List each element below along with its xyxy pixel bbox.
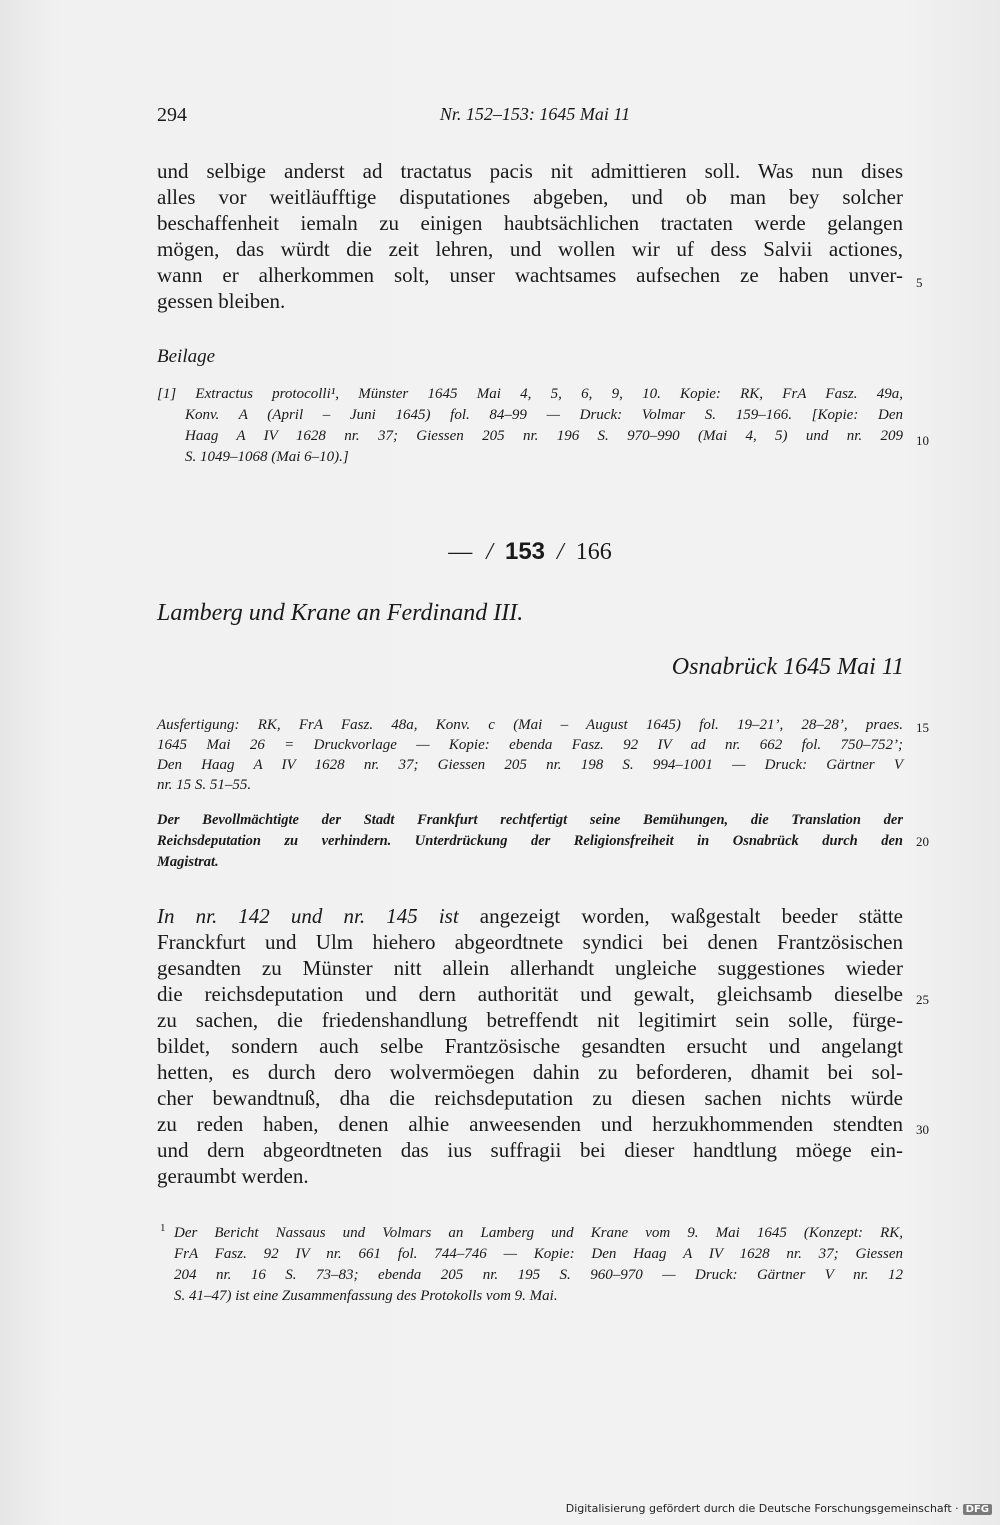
text-line: Der Bericht Nassaus und Volmars an Lamberg und Krane vom 9. Mai 1645 (Konzept: RK, bbox=[174, 1225, 903, 1241]
text-line: Konv. A (April – Juni 1645) fol. 84–99 — Druck: Volmar S. 159–166. [Kopie: Den bbox=[185, 407, 903, 423]
document-number bbox=[0, 538, 1000, 566]
text-line: und dern abgeordtneten das ius suffragii bei dieser handtlung möege ein- bbox=[157, 1138, 903, 1162]
text-line: S. 41–47) ist eine Zusammenfassung des Protokolls vom 9. Mai. bbox=[174, 1288, 558, 1304]
place-date: Osnabrück 1645 Mai 11 bbox=[671, 654, 904, 680]
line-number: 25 bbox=[916, 992, 929, 1007]
funding-credit bbox=[566, 1502, 992, 1515]
text-line: 204 nr. 16 S. 73–83; ebenda 205 nr. 195 S. 960–970 — Druck: Gärtner V nr. 12 bbox=[174, 1267, 903, 1283]
cross-reference: In nr. 142 und nr. 145 ist bbox=[157, 904, 459, 928]
text-line: zu sachen, die friedenshandlung betreffendt nit legitimirt sein solle, fürge- bbox=[157, 1008, 903, 1032]
text-line: zu reden haben, denen alhie anweesenden und herzukhommenden stendten bbox=[157, 1112, 903, 1136]
text-line: die reichsdeputation und dern authorität und gewalt, gleichsamb dieselbe bbox=[157, 982, 903, 1006]
text-line: alles vor weitläufftige disputationes abgeben, und ob man bey solcher bbox=[157, 185, 903, 209]
text-span: angezeigt worden, waßgestalt beeder stätte bbox=[458, 904, 903, 928]
document-title: Lamberg und Krane an Ferdinand III. bbox=[157, 600, 524, 626]
line-number: 30 bbox=[916, 1122, 929, 1137]
text-line: S. 1049–1068 (Mai 6–10).] bbox=[185, 449, 349, 465]
doc-number-alt: 166 bbox=[575, 539, 612, 565]
text-line: wann er alherkommen solt, unser wachtsames aufsechen ze haben unver- bbox=[157, 263, 903, 287]
text-line: bildet, sondern auch selbe Frantzösische gesandten ersucht und angelangt bbox=[157, 1034, 903, 1058]
text-line: geraumbt werden. bbox=[157, 1164, 309, 1188]
line-number: 10 bbox=[916, 433, 929, 448]
text-line: Ausfertigung: RK, FrA Fasz. 48a, Konv. c (Mai – August 1645) fol. 19–21’, 28–28’, praes. bbox=[157, 717, 903, 733]
text-line: [1] Extractus protocolli¹, Münster 1645 Mai 4, 5, 6, 9, 10. Kopie: RK, FrA Fasz. 49a, bbox=[157, 386, 903, 402]
text-line: Haag A IV 1628 nr. 37; Giessen 205 nr. 196 S. 970–990 (Mai 4, 5) und nr. 209 bbox=[185, 428, 903, 444]
text-line bbox=[157, 903, 903, 929]
text-line: Der Bevollmächtigte der Stadt Frankfurt rechtfertigt seine Bemühungen, die Translation der bbox=[157, 812, 903, 828]
line-number: 20 bbox=[916, 834, 929, 849]
text-line: Reichsdeputation zu verhindern. Unterdrückung der Religionsfreiheit in Osnabrück durch den bbox=[157, 833, 903, 849]
text-line: mögen, das würdt die zeit lehren, und wollen wir uf dess Salvii actiones, bbox=[157, 237, 903, 261]
text-line: Den Haag A IV 1628 nr. 37; Giessen 205 nr. 198 S. 994–1001 — Druck: Gärtner V bbox=[157, 757, 903, 773]
doc-number-dash: — bbox=[448, 539, 473, 565]
text-line: nr. 15 S. 51–55. bbox=[157, 777, 252, 793]
text-line: hetten, es durch dero wolvermöegen dahin zu beforderen, dhamit bei sol- bbox=[157, 1060, 903, 1084]
running-title: Nr. 152–153: 1645 Mai 11 bbox=[439, 104, 631, 124]
text-line: Franckfurt und Ulm hiehero abgeordtnete syndici bei denen Frantzösischen bbox=[157, 930, 903, 954]
text-line: und selbige anderst ad tractatus pacis nit admittieren soll. Was nun dises bbox=[157, 159, 903, 183]
line-number: 15 bbox=[916, 720, 929, 735]
dfg-logo: DFG bbox=[963, 1504, 992, 1515]
text-line: FrA Fasz. 92 IV nr. 661 fol. 744–746 — Kopie: Den Haag A IV 1628 nr. 37; Giessen bbox=[174, 1246, 903, 1262]
line-number: 5 bbox=[916, 275, 923, 290]
beilage-heading: Beilage bbox=[157, 346, 216, 367]
text-line: gessen bleiben. bbox=[157, 289, 286, 313]
page-number: 294 bbox=[157, 104, 187, 126]
funding-credit-text: Digitalisierung gefördert durch die Deutsche Forschungsgemeinschaft · bbox=[565, 1502, 959, 1515]
text-line: cher bewandtnuß, dha die reichsdeputation zu diesen sachen nichts würde bbox=[157, 1086, 903, 1110]
doc-number-bold: 153 bbox=[504, 538, 546, 565]
doc-number-separator: / bbox=[557, 539, 564, 565]
text-line: beschaffenheit iemaln zu einigen haubtsächlichen tractaten werde gelangen bbox=[157, 211, 903, 235]
doc-number-separator: / bbox=[486, 539, 493, 565]
text-line: 1645 Mai 26 = Druckvorlage — Kopie: ebenda Fasz. 92 IV ad nr. 662 fol. 750–752’; bbox=[157, 737, 903, 753]
text-line: Magistrat. bbox=[157, 854, 219, 870]
text-line: gesandten zu Münster nitt allein allerhandt ungleiche suggestiones wieder bbox=[157, 956, 903, 980]
footnote-marker: 1 bbox=[160, 1222, 166, 1234]
